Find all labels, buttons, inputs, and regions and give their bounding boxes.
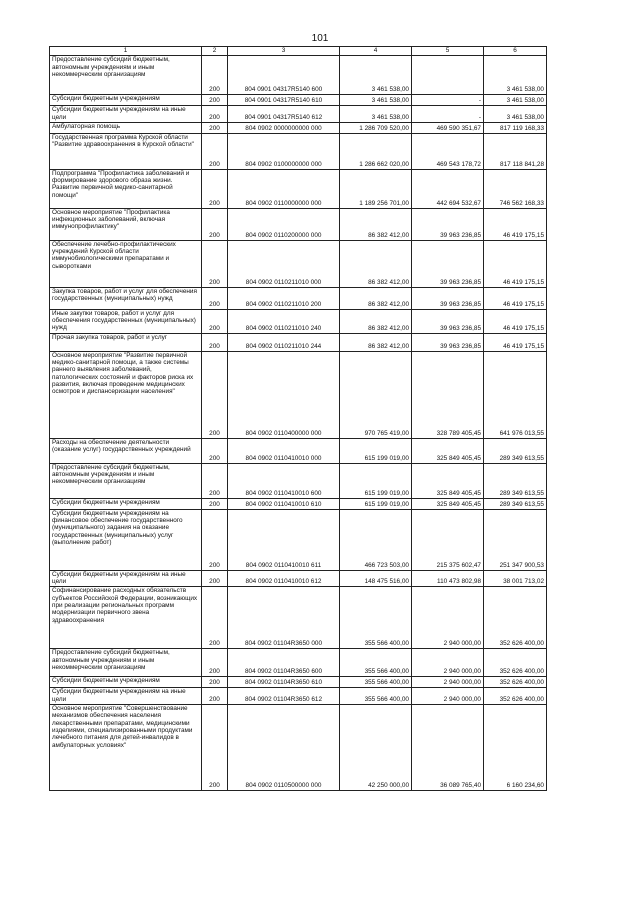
row-code: 200	[202, 677, 228, 688]
row-remaining: 3 461 538,00	[484, 106, 547, 123]
row-classification: 804 0902 01104R3650 612	[228, 688, 340, 705]
row-amount: 1 286 709 520,00	[340, 122, 412, 133]
row-code: 200	[202, 287, 228, 309]
row-executed: 469 590 351,67	[412, 122, 484, 133]
row-classification: 804 0902 0110200000 000	[228, 208, 340, 240]
row-executed: 2 940 000,00	[412, 688, 484, 705]
row-code: 200	[202, 240, 228, 287]
row-code: 200	[202, 208, 228, 240]
row-executed	[412, 56, 484, 95]
row-amount: 355 566 400,00	[340, 587, 412, 649]
row-classification: 804 0901 04317R5140 610	[228, 95, 340, 106]
row-amount: 355 566 400,00	[340, 677, 412, 688]
row-classification: 804 0902 01104R3650 000	[228, 587, 340, 649]
table-row	[50, 351, 547, 438]
row-classification: 804 0902 0110211010 244	[228, 333, 340, 351]
row-classification: 804 0902 0110500000 000	[228, 705, 340, 791]
row-name: Закупка товаров, работ и услуг для обеспечения государственных (муниципальных) нужд	[50, 287, 202, 309]
table-row	[50, 169, 547, 208]
row-name: Основное мероприятие "Развитие первичной медико-санитарной помощи, а также системы раннего выявления заболеваний, патологических состояний и факторов риска их развития, включая проведение медицинских осмотров и диспансеризации населения"	[50, 351, 202, 438]
row-executed: 39 963 236,85	[412, 208, 484, 240]
row-amount: 86 382 412,00	[340, 309, 412, 333]
row-executed: -	[412, 106, 484, 123]
row-name: Предоставление субсидий бюджетным, автономным учреждениям и иным некоммерческим организациям	[50, 56, 202, 95]
row-remaining: 817 119 168,33	[484, 122, 547, 133]
row-amount: 148 475 516,00	[340, 570, 412, 587]
table-row	[50, 333, 547, 351]
row-classification: 804 0902 0110410010 600	[228, 463, 340, 498]
header-row	[50, 47, 547, 56]
budget-table	[49, 46, 547, 791]
row-code: 200	[202, 649, 228, 677]
row-executed: 215 375 602,47	[412, 509, 484, 570]
table-row	[50, 133, 547, 169]
row-classification: 804 0902 0110211010 200	[228, 287, 340, 309]
header-col-4: 4	[340, 47, 412, 56]
row-name: Иные закупки товаров, работ и услуг для обеспечения государственных (муниципальных) нужд	[50, 309, 202, 333]
header-col-1: 1	[50, 47, 202, 56]
row-amount: 615 199 019,00	[340, 498, 412, 509]
row-remaining: 289 349 613,55	[484, 463, 547, 498]
row-code: 200	[202, 587, 228, 649]
row-remaining: 46 419 175,15	[484, 333, 547, 351]
row-remaining: 3 461 538,00	[484, 56, 547, 95]
row-code: 200	[202, 570, 228, 587]
row-executed: -	[412, 95, 484, 106]
table-row	[50, 106, 547, 123]
row-executed: 110 473 802,98	[412, 570, 484, 587]
row-amount: 86 382 412,00	[340, 287, 412, 309]
row-executed: 36 089 765,40	[412, 705, 484, 791]
header-col-5: 5	[412, 47, 484, 56]
row-classification: 804 0901 04317R5140 600	[228, 56, 340, 95]
row-amount: 86 382 412,00	[340, 208, 412, 240]
row-name: Субсидии бюджетным учреждениям на иные цели	[50, 570, 202, 587]
row-remaining: 352 626 400,00	[484, 649, 547, 677]
row-code: 200	[202, 463, 228, 498]
row-classification: 804 0902 0110000000 000	[228, 169, 340, 208]
row-classification: 804 0902 0110400000 000	[228, 351, 340, 438]
row-name: Расходы на обеспечение деятельности (оказание услуг) государственных учреждений	[50, 438, 202, 463]
row-amount: 355 566 400,00	[340, 649, 412, 677]
table-row	[50, 509, 547, 570]
row-executed: 39 963 236,85	[412, 309, 484, 333]
header-col-3: 3	[228, 47, 340, 56]
row-code: 200	[202, 705, 228, 791]
row-classification: 804 0902 0110410010 000	[228, 438, 340, 463]
row-remaining: 352 626 400,00	[484, 688, 547, 705]
row-code: 200	[202, 106, 228, 123]
row-executed: 325 849 405,45	[412, 498, 484, 509]
row-amount: 970 765 419,00	[340, 351, 412, 438]
row-code: 200	[202, 688, 228, 705]
row-amount: 86 382 412,00	[340, 240, 412, 287]
table-row	[50, 688, 547, 705]
row-amount: 3 461 538,00	[340, 95, 412, 106]
row-executed: 469 543 178,72	[412, 133, 484, 169]
row-code: 200	[202, 498, 228, 509]
row-remaining: 38 001 713,02	[484, 570, 547, 587]
row-name: Субсидии бюджетным учреждениям	[50, 95, 202, 106]
row-classification: 804 0901 04317R5140 612	[228, 106, 340, 123]
row-amount: 466 723 503,00	[340, 509, 412, 570]
table-row	[50, 570, 547, 587]
row-code: 200	[202, 122, 228, 133]
table-row	[50, 498, 547, 509]
row-name: Государственная программа Курской области "Развитие здравоохранения в Курской области"	[50, 133, 202, 169]
row-name: Софинансирование расходных обязательств субъектов Российской Федерации, возникающих при реализации региональных программ модернизации первичного звена здравоохранения	[50, 587, 202, 649]
row-executed: 442 694 532,67	[412, 169, 484, 208]
row-classification: 804 0902 0110211010 240	[228, 309, 340, 333]
row-remaining: 46 419 175,15	[484, 240, 547, 287]
row-name: Амбулаторная помощь	[50, 122, 202, 133]
row-name: Субсидии бюджетным учреждениям на иные цели	[50, 106, 202, 123]
row-name: Предоставление субсидий бюджетным, автономным учреждениям и иным некоммерческим организациям	[50, 463, 202, 498]
table-row	[50, 287, 547, 309]
row-executed: 2 940 000,00	[412, 677, 484, 688]
row-remaining: 352 626 400,00	[484, 587, 547, 649]
table-row	[50, 463, 547, 498]
row-code: 200	[202, 438, 228, 463]
row-amount: 3 461 538,00	[340, 56, 412, 95]
page-number: 101	[311, 33, 329, 44]
row-code: 200	[202, 351, 228, 438]
row-executed: 39 963 236,85	[412, 240, 484, 287]
row-classification: 804 0902 0110410010 611	[228, 509, 340, 570]
row-remaining: 746 562 168,33	[484, 169, 547, 208]
row-executed: 328 789 405,45	[412, 351, 484, 438]
row-code: 200	[202, 95, 228, 106]
row-name: Субсидии бюджетным учреждениям	[50, 498, 202, 509]
table-row	[50, 705, 547, 791]
row-remaining: 6 160 234,60	[484, 705, 547, 791]
row-name: Основное мероприятие "Совершенствование механизмов обеспечения населения лекарственными препаратами, медицинскими изделиями, специализированными продуктами лечебного питания для детей-инвалидов в амбулаторных условиях"	[50, 705, 202, 791]
row-executed: 325 849 405,45	[412, 438, 484, 463]
row-remaining: 251 347 900,53	[484, 509, 547, 570]
table-row	[50, 56, 547, 95]
row-code: 200	[202, 56, 228, 95]
row-code: 200	[202, 169, 228, 208]
row-amount: 42 250 000,00	[340, 705, 412, 791]
header-col-2: 2	[202, 47, 228, 56]
row-remaining: 352 626 400,00	[484, 677, 547, 688]
table-row	[50, 208, 547, 240]
row-executed: 39 963 236,85	[412, 333, 484, 351]
row-amount: 615 199 019,00	[340, 463, 412, 498]
row-amount: 86 382 412,00	[340, 333, 412, 351]
table-row	[50, 649, 547, 677]
row-name: Субсидии бюджетным учреждениям на финансовое обеспечение государственного (муниципального) задания на оказание государственных (муниципальных) услуг (выполнение работ)	[50, 509, 202, 570]
row-remaining: 46 419 175,15	[484, 309, 547, 333]
row-name: Предоставление субсидий бюджетным, автономным учреждениям и иным некоммерческим организациям	[50, 649, 202, 677]
row-remaining: 817 118 841,28	[484, 133, 547, 169]
row-executed: 325 849 405,45	[412, 463, 484, 498]
row-code: 200	[202, 309, 228, 333]
row-name: Обеспечение лечебно-профилактических учреждений Курской области иммунобиологическими препаратами и сыворотками	[50, 240, 202, 287]
row-code: 200	[202, 509, 228, 570]
row-executed: 2 940 000,00	[412, 587, 484, 649]
row-classification: 804 0902 0100000000 000	[228, 133, 340, 169]
table-row	[50, 95, 547, 106]
row-name: Субсидии бюджетным учреждениям	[50, 677, 202, 688]
row-classification: 804 0902 01104R3650 610	[228, 677, 340, 688]
row-classification: 804 0902 0110410010 610	[228, 498, 340, 509]
row-remaining: 641 976 013,55	[484, 351, 547, 438]
row-amount: 615 199 019,00	[340, 438, 412, 463]
row-remaining: 289 349 613,55	[484, 438, 547, 463]
row-name: Субсидии бюджетным учреждениям на иные цели	[50, 688, 202, 705]
table-row	[50, 438, 547, 463]
row-executed: 39 963 236,85	[412, 287, 484, 309]
row-classification: 804 0902 0110211010 000	[228, 240, 340, 287]
row-amount: 355 566 400,00	[340, 688, 412, 705]
row-name: Прочая закупка товаров, работ и услуг	[50, 333, 202, 351]
row-remaining: 46 419 175,15	[484, 287, 547, 309]
table-row	[50, 309, 547, 333]
row-amount: 1 189 256 701,00	[340, 169, 412, 208]
row-amount: 3 461 538,00	[340, 106, 412, 123]
row-classification: 804 0902 01104R3650 600	[228, 649, 340, 677]
table-row	[50, 677, 547, 688]
row-remaining: 3 461 538,00	[484, 95, 547, 106]
row-amount: 1 286 662 020,00	[340, 133, 412, 169]
row-name: Основное мероприятие "Профилактика инфекционных заболеваний, включая иммунопрофилактику"	[50, 208, 202, 240]
table-row	[50, 122, 547, 133]
header-col-6: 6	[484, 47, 547, 56]
row-classification: 804 0902 0000000000 000	[228, 122, 340, 133]
row-code: 200	[202, 333, 228, 351]
row-name: Подпрограмма "Профилактика заболеваний и формирование здорового образа жизни. Развитие первичной медико-санитарной помощи"	[50, 169, 202, 208]
row-executed: 2 940 000,00	[412, 649, 484, 677]
row-remaining: 289 349 613,55	[484, 498, 547, 509]
row-classification: 804 0902 0110410010 612	[228, 570, 340, 587]
row-remaining: 46 419 175,15	[484, 208, 547, 240]
table-row	[50, 240, 547, 287]
row-code: 200	[202, 133, 228, 169]
table-row	[50, 587, 547, 649]
